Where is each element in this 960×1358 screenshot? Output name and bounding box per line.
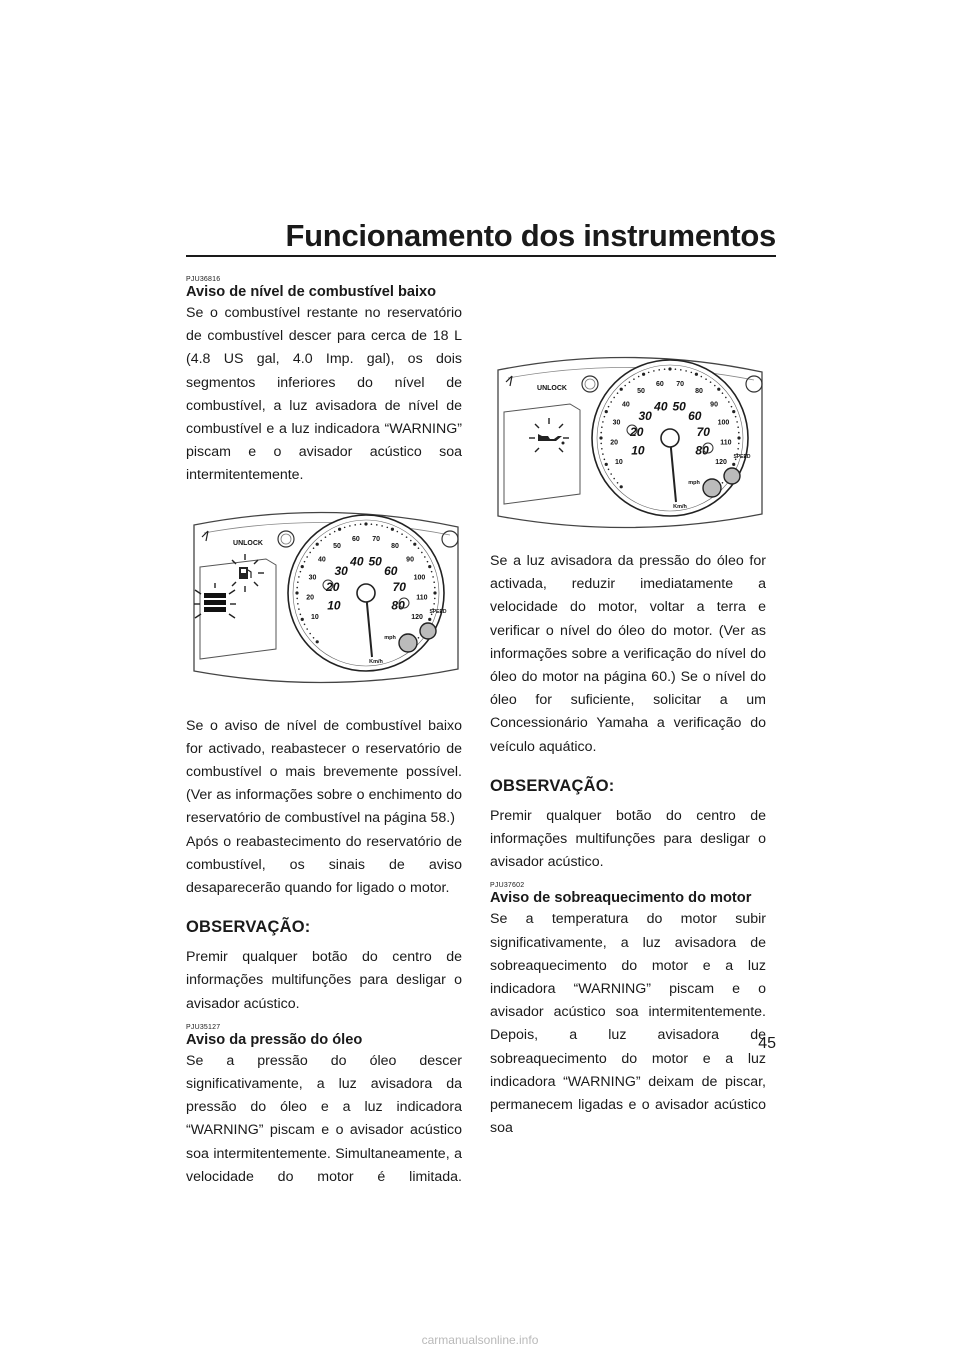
unlock-button [582, 376, 598, 392]
gauge-tick [617, 482, 619, 484]
title-rule [186, 255, 776, 257]
gauge-tick [737, 426, 739, 428]
gauge-tick [309, 551, 311, 553]
gauge-tick [736, 421, 738, 423]
gauge-tick [306, 556, 308, 558]
gauge-tick [427, 560, 429, 562]
gauge-tick [613, 397, 615, 399]
outer-scale-label: 40 [622, 401, 630, 409]
gauge-tick [301, 565, 304, 568]
kmh-label: Km/h [369, 658, 383, 665]
gauge-tick [334, 530, 336, 532]
gauge-tick [406, 536, 408, 538]
outer-scale-label: 30 [612, 419, 621, 427]
inner-scale-label: 10 [631, 443, 645, 458]
section-code: PJU35127 [186, 1023, 221, 1031]
gauge-tick [728, 401, 730, 403]
note-text: Premir qualquer botão do centro de informações multifunções para desligar o avisador acústico. [490, 807, 766, 871]
gauge-tick [431, 571, 433, 573]
outer-scale-label: 50 [333, 542, 341, 550]
gauge-tick [610, 473, 612, 475]
outer-scale-label: 60 [656, 380, 664, 388]
gauge-tick [338, 527, 341, 530]
outer-scale-label: 110 [720, 439, 732, 447]
outer-scale-label: 90 [406, 556, 414, 564]
gauge-tick [605, 410, 608, 413]
mode-button [703, 479, 721, 497]
gauge-tick [620, 388, 623, 391]
gauge-tick [695, 373, 698, 376]
gauge-tick [413, 542, 416, 545]
gauge-tick [320, 539, 322, 541]
fuel-warning-paragraph: Se o combustível restante no reservatório de combustível descer para cerca de 18 L (4.8 US gal, 4.0 Imp. gal), os dois segmentos inferiores do nível de combustível, a luz avisadora de nível de combustível e a luz indicadora “WARNING” piscam e o avisador acústico soa intermitentemente. [186, 305, 462, 484]
outer-scale-label: 30 [308, 573, 317, 581]
gauge-tick [653, 370, 655, 372]
page-title: Funcionamento dos instrumentos [285, 218, 776, 253]
oil-warning-heading: Aviso da pressão do óleo [186, 1031, 363, 1048]
mode-button [399, 634, 417, 652]
gauge-tick [391, 527, 394, 530]
gauge-tick [732, 463, 735, 466]
inner-scale-label: 70 [392, 579, 406, 594]
inner-scale-label: 40 [350, 553, 364, 568]
gauge-tick [434, 586, 436, 588]
outer-scale-label: 110 [416, 594, 428, 602]
gauge-tick [604, 459, 606, 461]
gauge-tick [668, 367, 671, 370]
outer-scale-label: 70 [676, 380, 684, 388]
oil-warning-figure [490, 346, 766, 536]
outer-scale-label: 60 [352, 535, 360, 543]
gauge-tick [629, 381, 631, 383]
gauge-tick [301, 617, 304, 620]
gauge-tick [297, 581, 299, 583]
gauge-tick [604, 416, 606, 418]
note-text: Premir qualquer botão do centro de informações multifunções para desligar o avisador acústico. [186, 949, 462, 1012]
gauge-tick [316, 640, 319, 643]
gauge-tick [428, 565, 431, 568]
gauge-tick [638, 376, 640, 378]
gauge-tick [685, 370, 687, 372]
gauge-tick [364, 522, 367, 525]
needle-hub [661, 429, 679, 447]
gauge-tick [737, 436, 740, 439]
gauge-tick [599, 436, 602, 439]
gauge-tick [675, 368, 677, 370]
gauge-tick [313, 637, 315, 639]
gauge-tick [432, 576, 434, 578]
outer-scale-label: 70 [372, 535, 380, 543]
unlock-label: UNLOCK [537, 385, 567, 392]
gauge-tick [608, 469, 610, 471]
gauge-tick [613, 478, 615, 480]
gauge-tick [701, 376, 703, 378]
needle-hub [357, 584, 375, 602]
gauge-tick [349, 525, 351, 527]
display-window [504, 404, 580, 504]
speed-label: SPEED [429, 608, 447, 615]
gauge-tick [738, 432, 740, 434]
speed-label: SPEED [733, 454, 751, 460]
set-button [724, 468, 740, 484]
overheat-warning-paragraph: Se a temperatura do motor subir significativamente, a luz avisadora de sobreaquecimento do motor e a luz indicadora “WARNING” piscam e o avisador acústico soa intermitentemente. Depois, a luz avisadora de sobreaquecimento do motor e a luz indicadora “WARNING” deixam de piscar, permanecem ligadas e o avisador acústico soa [490, 911, 766, 1137]
gauge-tick [401, 533, 403, 535]
mph-label: mph [688, 480, 700, 486]
gauge-tick [714, 385, 716, 387]
gauge-tick [344, 526, 346, 528]
inner-scale-label: 50 [672, 399, 686, 414]
page-number: 45 [758, 1035, 776, 1052]
gauge-tick [433, 603, 435, 605]
gauge-tick [354, 524, 356, 526]
watermark: carmanualsonline.info [421, 1333, 539, 1347]
gauge-tick [397, 530, 399, 532]
gauge-tick [658, 369, 660, 371]
unlock-button [278, 531, 294, 547]
gauge-tick [735, 416, 737, 418]
gauge-tick [600, 443, 602, 445]
outer-scale-label: 100 [413, 573, 426, 581]
gauge-tick [297, 603, 299, 605]
gauge-tick [313, 547, 315, 549]
outer-scale-label: 40 [318, 556, 326, 564]
gauge-tick [316, 542, 319, 545]
gauge-tick [371, 523, 373, 525]
gauge-tick [325, 536, 327, 538]
gauge-tick [433, 581, 435, 583]
fuel-action-paragraph: Se o aviso de nível de combustível baixo for activado, reabastecer o reservatório de combustível o mais brevemente possível. (Ver as informações sobre o enchimento do reservatório de combustível na página 58.) [186, 717, 462, 827]
unlock-label: UNLOCK [233, 539, 263, 547]
gauge-tick [648, 372, 650, 374]
gauge-tick [434, 597, 436, 599]
meter-panel [498, 357, 762, 527]
outer-scale-label: 100 [717, 419, 730, 427]
meter-panel [194, 512, 458, 682]
gauge-tick [360, 523, 362, 525]
gauge-tick [376, 524, 378, 526]
gauge-tick [732, 410, 735, 413]
gauge-tick [680, 369, 682, 371]
gauge-tick [620, 485, 623, 488]
gauge-tick [387, 526, 389, 528]
unlock-button-inner [281, 534, 291, 544]
gauge-tick [418, 547, 420, 549]
gauge-tick [433, 591, 436, 594]
overheat-warning-heading: Aviso de sobreaquecimento do motor [490, 890, 752, 907]
inner-scale-label: 10 [327, 597, 341, 612]
inner-scale-label: 70 [696, 425, 710, 440]
gauge-tick [601, 448, 603, 450]
outer-scale-label: 90 [710, 401, 718, 409]
oil-warning-paragraph: Se a pressão do óleo descer significativamente, a luz avisadora da pressão do óleo e a luz indicadora “WARNING” piscam e o avisador acústico soa intermitentemente. Simultaneamente, a velocidade do motor é limitada. [186, 1052, 462, 1185]
gauge-tick [642, 373, 645, 376]
outer-scale-label: 120 [715, 458, 727, 466]
side-button [746, 376, 762, 392]
inner-scale-label: 40 [654, 399, 668, 414]
gauge-tick [295, 591, 298, 594]
gauge-tick [304, 560, 306, 562]
outer-scale-label: 120 [411, 613, 423, 621]
left-column [186, 276, 462, 1185]
gauge-tick [608, 406, 610, 408]
gauge-tick [306, 628, 308, 630]
gauge-tick [717, 388, 720, 391]
gauge-tick [296, 597, 298, 599]
fuel-warning-figure [186, 501, 462, 701]
unlock-button-inner [585, 379, 595, 389]
gauge-tick [418, 637, 420, 639]
gauge-tick [300, 571, 302, 573]
fuel-warning-heading: Aviso de nível de combustível baixo [186, 284, 437, 300]
gauge-tick [602, 453, 604, 455]
inner-scale-label: 30 [638, 408, 652, 423]
gauge-tick [731, 406, 733, 408]
gauge-tick [381, 525, 383, 527]
gauge-tick [617, 392, 619, 394]
inner-scale-label: 20 [630, 425, 644, 440]
gauge-tick [296, 586, 298, 588]
gauge-tick [722, 392, 724, 394]
gauge-tick [309, 632, 311, 634]
outer-scale-label: 10 [311, 613, 319, 621]
gauge-tick [298, 576, 300, 578]
outer-scale-label: 80 [391, 542, 399, 550]
outer-scale-label: 10 [615, 458, 623, 466]
gauge-tick [610, 401, 612, 403]
inner-scale-label: 60 [384, 563, 398, 578]
section-code: PJU37602 [490, 882, 525, 890]
gauge-tick [329, 533, 331, 535]
inner-scale-label: 80 [695, 443, 709, 458]
gauge-tick [710, 381, 712, 383]
gauge-tick [738, 443, 740, 445]
right-column [490, 276, 766, 1140]
gauge-tick [304, 623, 306, 625]
fuel-refill-paragraph: Após o reabastecimento do reservatório de combustível, os sinais de aviso desaparecerão quando for ligado o motor. [186, 833, 462, 897]
oil-action-paragraph: Se a luz avisadora da pressão do óleo for activada, reduzir imediatamente a velocidade do motor, voltar a terra e verificar o nível do óleo do motor. (Ver as informações sobre a verificação do nível do óleo do motor na página 60.) Se o nível do óleo for suficiente, solicitar a um Concessionário Yamaha a verificação do veículo aquático. [490, 553, 766, 755]
gauge-tick [602, 421, 604, 423]
inner-scale-label: 50 [368, 553, 382, 568]
gauge-tick [725, 397, 727, 399]
gauge-tick [664, 368, 666, 370]
note-heading: OBSERVAÇÃO: [490, 776, 615, 795]
gauge-tick [624, 385, 626, 387]
gauge-tick [600, 432, 602, 434]
gauge-tick [605, 463, 608, 466]
gauge-tick [633, 378, 635, 380]
outer-scale-label: 20 [306, 594, 315, 602]
side-button [442, 531, 458, 547]
gauge-tick [705, 378, 707, 380]
oil-pressure-warning-light-icon [529, 418, 569, 452]
kmh-label: Km/h [673, 504, 687, 510]
note-heading: OBSERVAÇÃO: [186, 918, 311, 937]
inner-scale-label: 20 [326, 579, 340, 594]
section-code: PJU36816 [186, 276, 221, 283]
outer-scale-label: 20 [610, 439, 619, 447]
gauge-tick [421, 551, 423, 553]
inner-scale-label: 80 [391, 597, 405, 612]
gauge-tick [601, 426, 603, 428]
gauge-tick [300, 613, 302, 615]
inner-scale-label: 30 [334, 563, 348, 578]
meter-illustration [490, 346, 766, 536]
gauge-tick [410, 539, 412, 541]
gauge-tick [424, 556, 426, 558]
gauge-tick [737, 448, 739, 450]
gauge-tick [722, 482, 724, 484]
gauge-tick [428, 617, 431, 620]
inner-scale-label: 60 [688, 408, 702, 423]
set-button [420, 623, 436, 639]
gauge-tick [298, 608, 300, 610]
outer-scale-label: 50 [637, 388, 645, 396]
mph-label: mph [384, 634, 396, 641]
meter-illustration [186, 501, 462, 701]
outer-scale-label: 80 [695, 388, 703, 396]
gauge-tick [691, 372, 693, 374]
